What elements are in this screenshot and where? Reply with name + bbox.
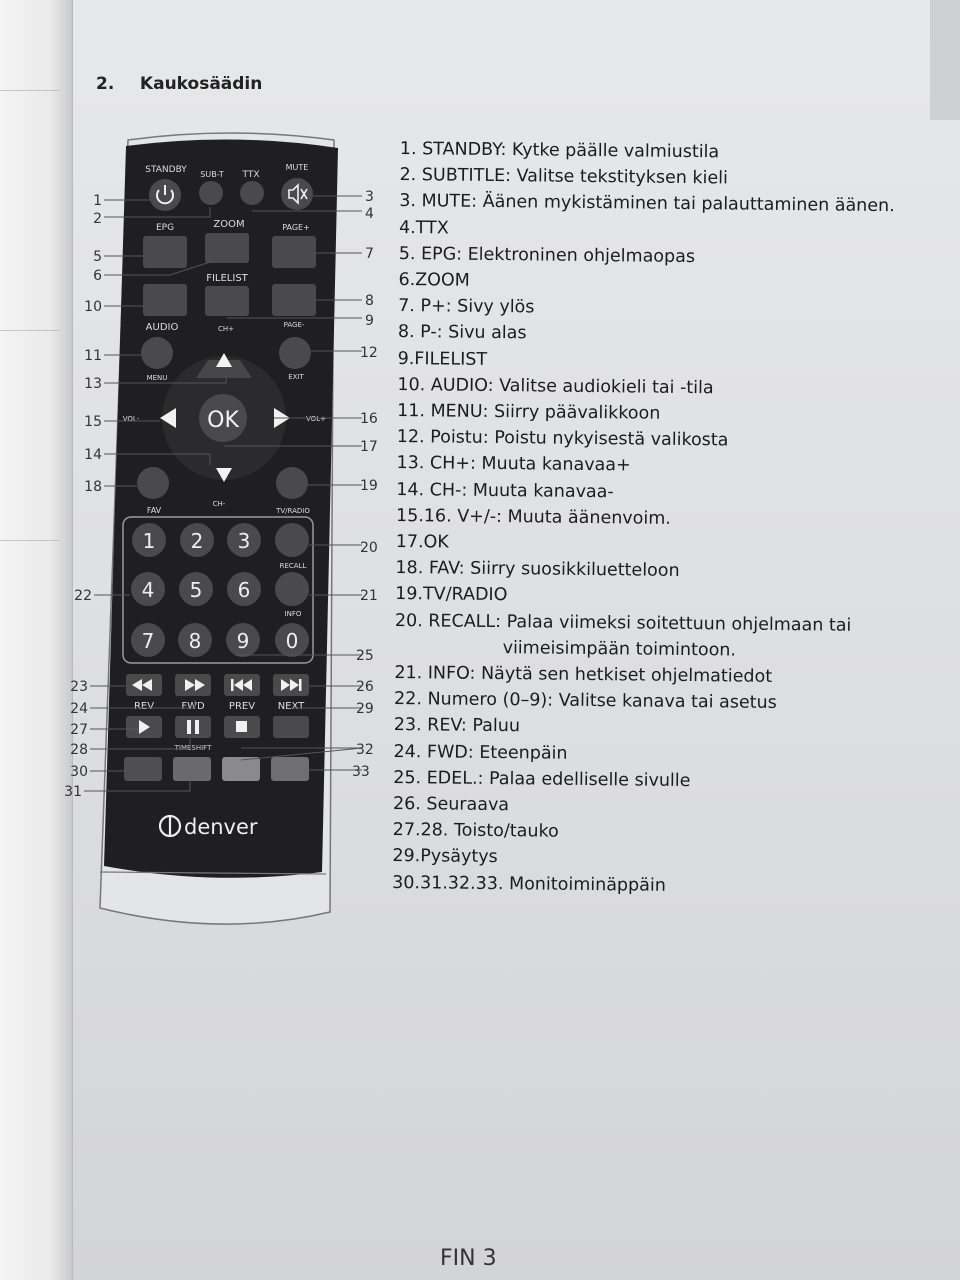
digit-label-4: 4 [141,578,155,602]
function-item: 17.OK [395,532,449,553]
callout-10: 10 [84,299,102,315]
callout-numbers-left [64,193,102,800]
callout-28: 28 [70,742,88,758]
callout-8: 8 [365,293,374,309]
remote-label-fwd: FWD [181,701,205,712]
remote-label-ttx: TTX [242,170,260,180]
tv-radio-button [276,467,308,499]
callout-25: 25 [356,648,374,664]
callout-4: 4 [365,206,374,222]
callout-5: 5 [93,249,102,265]
function-item: 5. EPG: Elektroninen ohjelmaopas [398,243,696,267]
callout-17: 17 [360,439,378,455]
remote-label-vol-minus: VOL- [122,415,140,423]
callout-20: 20 [360,540,378,556]
remote-label-timeshift: TIMESHIFT [174,744,212,752]
function-item: 10. AUDIO: Valitse audiokieli tai -tila [397,374,714,399]
function-key-31 [173,757,211,781]
function-item: 9.FILELIST [397,348,488,370]
function-item: 24. FWD: Eteenpäin [393,741,568,764]
fav-button [137,467,169,499]
function-item-continuation: viimeisimpään toimintoon. [502,637,737,661]
remote-label-epg: EPG [155,223,175,233]
remote-label-standby: STANDBY [145,165,187,175]
callout-2: 2 [93,211,102,227]
function-item: 19.TV/RADIO [395,584,508,606]
remote-label-fav: FAV [146,506,162,515]
function-item: 1. STANDBY: Kytke päälle valmiustila [399,138,720,163]
function-item: 26. Seuraava [392,794,510,816]
epg-button [143,236,187,268]
callout-24: 24 [70,701,88,717]
remote-label-mute: MUTE [285,163,309,172]
remote-label-ok: OK [207,408,239,433]
remote-label-vol-plus: VOL+ [306,415,326,423]
page-plus-button [272,236,316,268]
function-item: 13. CH+: Muuta kanavaa+ [396,453,631,476]
function-item: 21. INFO: Näytä sen hetkiset ohjelmatiedot [394,663,773,687]
remote-label-page-plus: PAGE+ [282,223,310,232]
subt-button [199,181,223,205]
remote-label-page-minus: PAGE- [283,321,305,329]
function-item: 11. MENU: Siirry päävalikkoon [397,401,661,424]
function-item: 22. Numero (0–9): Valitse kanava tai asetus [393,689,777,714]
remote-label-info: INFO [284,610,302,618]
zoom-button [205,233,249,263]
brand-logo: denver [184,815,258,839]
callout-33: 33 [352,764,370,780]
exit-button [279,337,311,369]
callout-14: 14 [84,447,102,463]
remote-label-ch-plus: CH+ [217,325,235,333]
function-item: 4.TTX [398,217,449,239]
function-item: 12. Poistu: Poistu nykyisestä valikosta [396,427,729,451]
page-number: FIN 3 [440,1246,497,1271]
remote-label-tv-radio: TV/RADIO [276,507,310,515]
callout-15: 15 [84,414,102,430]
callout-18: 18 [84,479,102,495]
function-item: 8. P-: Sivu alas [397,322,527,344]
function-key-33 [271,757,309,781]
callout-30: 30 [70,764,88,780]
remote-label-exit: EXIT [288,373,304,381]
function-list [392,136,920,901]
page-minus-button [272,284,316,316]
callout-3: 3 [365,189,374,205]
menu-button [141,337,173,369]
function-item: 18. FAV: Siirry suosikkiluetteloon [395,558,680,582]
remote-label-recall: RECALL [279,562,307,570]
section-title: Kaukosäädin [139,74,263,94]
filelist-button [205,286,249,316]
digit-label-5: 5 [189,578,203,602]
remote-label-audio: AUDIO [145,322,179,333]
callout-29: 29 [356,701,374,717]
function-item: 23. REV: Paluu [393,715,521,737]
digit-label-8: 8 [188,629,202,653]
function-item: 30.31.32.33. Monitoiminäppäin [392,872,666,896]
digit-label-9: 9 [236,629,250,653]
function-item: 3. MUTE: Äänen mykistäminen tai palauttaminen äänen. [399,191,895,217]
digit-label-7: 7 [141,629,155,653]
ttx-button [240,181,264,205]
function-item: 27.28. Toisto/tauko [392,820,559,842]
info-button [275,572,309,606]
function-item: 29.Pysäytys [392,846,498,868]
digit-label-1: 1 [142,529,156,553]
callout-9: 9 [365,313,374,329]
remote-label-prev: PREV [228,701,256,712]
pause-button [175,716,211,738]
callout-27: 27 [70,722,88,738]
callout-1: 1 [93,193,102,209]
remote-label-subt: SUB-T [200,170,224,179]
digit-label-3: 3 [237,529,251,553]
callout-6: 6 [93,268,102,284]
callout-23: 23 [70,679,88,695]
stop-icon [236,721,247,732]
audio-button [143,284,187,316]
callout-11: 11 [84,348,102,364]
digit-label-0: 0 [285,629,299,653]
recall-button [275,523,309,557]
section-number: 2. [96,74,115,94]
callout-16: 16 [360,411,378,427]
callout-19: 19 [360,478,378,494]
callout-31: 31 [64,784,82,800]
function-item: 20. RECALL: Palaa viimeksi soitettuun ohjelmaan tai [394,610,852,636]
remote-label-filelist: FILELIST [206,273,248,284]
callout-13: 13 [84,376,102,392]
digit-label-2: 2 [190,529,204,553]
remote-label-zoom: ZOOM [213,219,245,230]
function-item: 2. SUBTITLE: Valitse tekstityksen kieli [399,165,729,189]
function-item: 6.ZOOM [398,270,470,291]
blank-media-button [273,716,309,738]
function-item: 25. EDEL.: Palaa edelliselle sivulle [393,767,691,791]
mute-button [281,178,313,210]
callout-7: 7 [365,246,374,262]
remote-label-ch-minus: CH- [212,500,226,508]
remote-label-rev: REV [133,701,155,712]
function-item: 15.16. V+/-: Muuta äänenvoim. [395,505,672,529]
function-key-32 [222,757,260,781]
callout-21: 21 [360,588,378,604]
callout-26: 26 [356,679,374,695]
function-item: 14. CH-: Muuta kanavaa- [396,479,614,502]
function-item: 7. P+: Sivy ylös [398,296,535,318]
function-key-30 [124,757,162,781]
remote-label-menu: MENU [146,374,168,382]
callout-32: 32 [356,742,374,758]
remote-label-next: NEXT [277,701,305,712]
callout-22: 22 [74,588,92,604]
digit-label-6: 6 [237,578,251,602]
callout-12: 12 [360,345,378,361]
